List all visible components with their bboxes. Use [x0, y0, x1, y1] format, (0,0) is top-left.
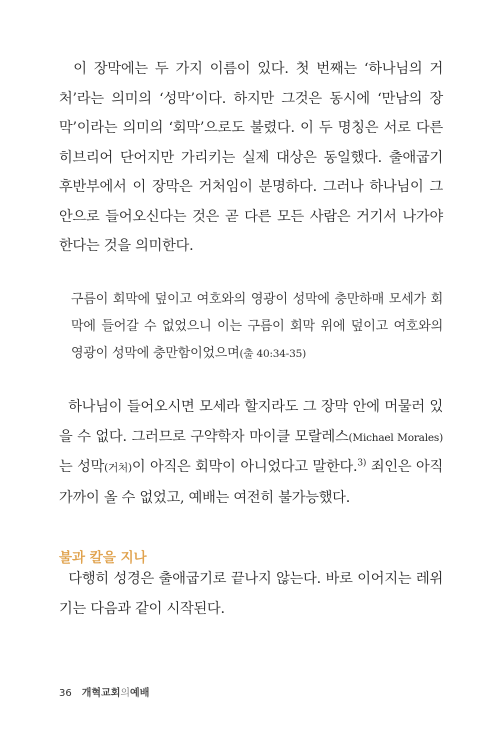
quote-citation: (출 40:34-35) [239, 347, 306, 360]
footnote-marker[interactable]: 3) [357, 458, 367, 469]
paragraph-morales [59, 393, 443, 513]
paragraph-leviticus [59, 565, 443, 624]
quote-text: 구름이 회막에 덮이고 여호와의 영광이 성막에 충만하매 모세가 회막에 들어갈 수 없었으니 이는 구름이 회막 위에 덮이고 여호와의 영광이 성막에 충만함이었으며 [71, 292, 443, 361]
author-english-name: (Michael Morales) [348, 431, 443, 444]
paragraph-text-start: 하나님이 들어오시면 모세라 할지라도 그 장막 안에 머물러 있을 수 없다. 그러므로 구약학자 마이클 모랄레스 [59, 399, 444, 445]
paragraph-text-mid: 는 성막 [59, 459, 105, 475]
book-title-part1: 개혁교회 [81, 688, 121, 699]
section-heading: 불과 칼을 지나 [59, 550, 147, 566]
paragraph-text: 다행히 성경은 출애굽기로 끝나지 않는다. 바로 이어지는 레위기는 다음과 같이 시작된다. [59, 571, 444, 617]
paragraph-tabernacle-names [59, 55, 443, 262]
book-title-part3: 예배 [130, 688, 150, 699]
page-footer [59, 687, 149, 701]
scripture-quote [71, 287, 443, 367]
page-number: 36 [59, 688, 72, 699]
paragraph-text-mid2: 이 아직은 회막이 아니었다고 말한다. [131, 459, 358, 475]
paragraph-text-end: 죄인은 아직 가까이 올 수 없었고, 예배는 여전히 불가능했다. [59, 459, 443, 506]
paragraph-text: 이 장막에는 두 가지 이름이 있다. 첫 번째는 ‘하나님의 거처’라는 의미의 ‘성막’이다. 하지만 그것은 동시에 ‘만남의 장막’이라는 의미의 ‘회막’으로도 불렸다. 이 두 명칭은 서로 다른 히브리어 단어지만 가리키는 실제 대상은 동일했다. 출애굽기 후반부에서 이 장막은 거처임이 분명하다. 그러나 하나님이 그 안으로 들어오신다는 것은 곧 다른 모든 사람은 거기서 나가야 한다는 것을 의미한다. [59, 61, 443, 254]
tabernacle-gloss: (거처) [104, 462, 132, 474]
book-title-part2: 의 [120, 688, 131, 699]
